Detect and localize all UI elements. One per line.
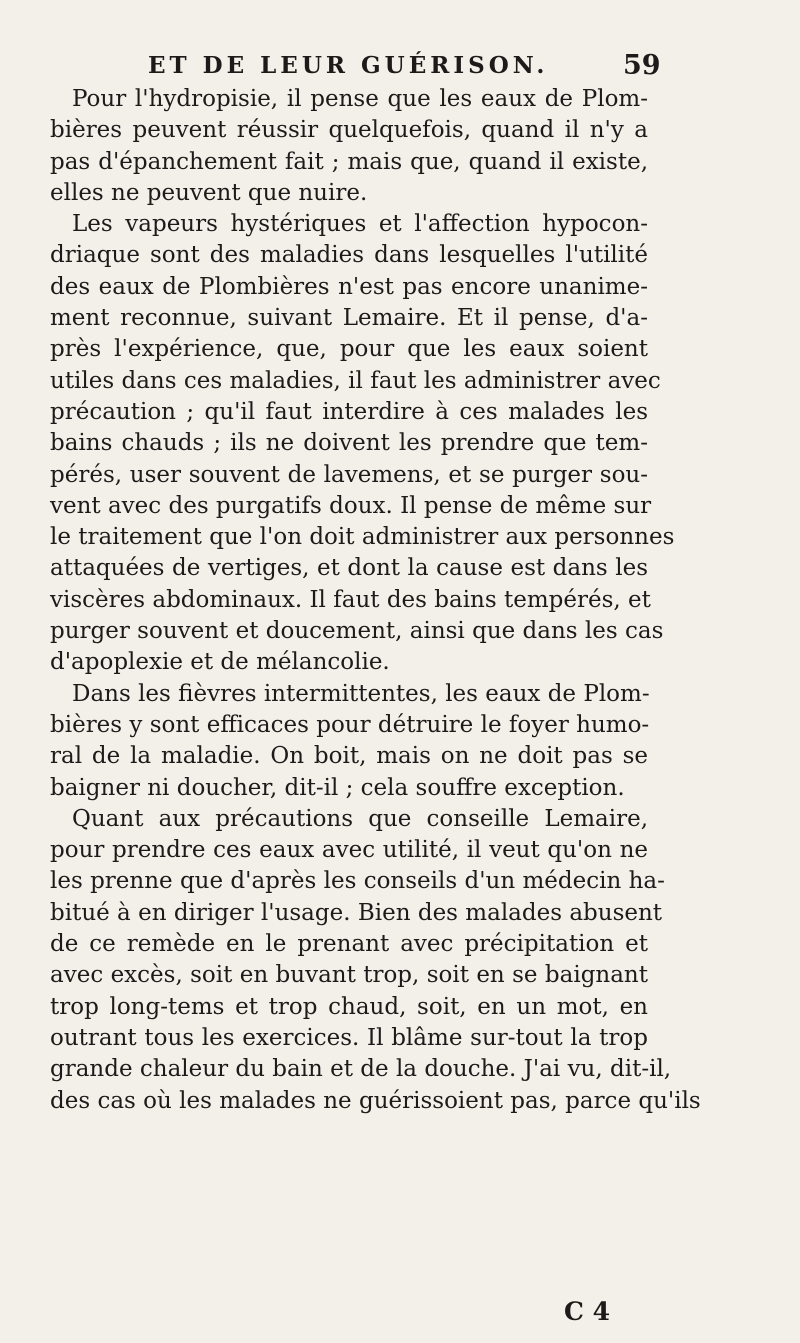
text-line: driaque sont des maladies dans lesquelles l'utilité bbox=[50, 242, 648, 269]
text-line: bains chauds ; ils ne doivent les prendre que tem- bbox=[50, 430, 648, 457]
text-line: près l'expérience, que, pour que les eaux soient bbox=[50, 336, 648, 363]
text-line: Quant aux précautions que conseille Lemaire, bbox=[72, 805, 648, 832]
text-line: bières y sont efficaces pour détruire le foyer humo- bbox=[50, 711, 650, 738]
text-line: attaquées de vertiges, et dont la cause est dans les bbox=[50, 555, 648, 582]
text-line: grande chaleur du bain et de la douche. J'ai vu, dit-il, bbox=[50, 1056, 672, 1083]
text-line: ment reconnue, suivant Lemaire. Et il pense, d'a- bbox=[50, 305, 648, 332]
text-line: elles ne peuvent que nuire. bbox=[50, 179, 368, 206]
text-line: avec excès, soit en buvant trop, soit en se baignant bbox=[50, 962, 648, 989]
text-line: de ce remède en le prenant avec précipitation et bbox=[50, 931, 648, 958]
text-line: Les vapeurs hystériques et l'affection hypocon- bbox=[72, 211, 648, 238]
signature-mark: C 4 bbox=[564, 1297, 610, 1326]
text-line: purger souvent et doucement, ainsi que dans les cas bbox=[50, 618, 664, 645]
text-line: Dans les fièvres intermittentes, les eaux de Plom- bbox=[72, 680, 650, 707]
text-line: viscères abdominaux. Il faut des bains tempérés, et bbox=[50, 586, 651, 613]
text-line: les prenne que d'après les conseils d'un médecin ha- bbox=[50, 868, 665, 895]
text-line: pour prendre ces eaux avec utilité, il veut qu'on ne bbox=[50, 837, 648, 864]
text-line: trop long-tems et trop chaud, soit, en un mot, en bbox=[50, 993, 648, 1020]
text-line: Pour l'hydropisie, il pense que les eaux de Plom- bbox=[72, 86, 648, 112]
text-line: le traitement que l'on doit administrer aux personnes bbox=[50, 524, 675, 551]
text-line: bières peuvent réussir quelquefois, quand il n'y a bbox=[50, 117, 648, 144]
text-line: précaution ; qu'il faut interdire à ces malades les bbox=[50, 398, 648, 425]
text-line: des eaux de Plombières n'est pas encore unanime- bbox=[50, 273, 648, 300]
text-line: ral de la maladie. On boit, mais on ne doit pas se bbox=[50, 743, 648, 770]
text-line: des cas où les malades ne guérissoient pas, parce qu'ils bbox=[50, 1087, 701, 1114]
page-header bbox=[0, 52, 800, 88]
body-text bbox=[50, 84, 701, 1117]
text-line: baigner ni doucher, dit-il ; cela souffre exception. bbox=[50, 774, 625, 801]
text-line: pas d'épanchement fait ; mais que, quand il existe, bbox=[50, 148, 648, 175]
text-line: vent avec des purgatifs doux. Il pense de même sur bbox=[50, 492, 652, 519]
text-line: bitué à en diriger l'usage. Bien des malades abusent bbox=[50, 899, 663, 926]
text-line: d'apoplexie et de mélancolie. bbox=[50, 649, 390, 676]
text-line: pérés, user souvent de lavemens, et se purger sou- bbox=[50, 461, 648, 488]
running-title: ET DE LEUR GUÉRISON. bbox=[148, 52, 549, 79]
text-line: outrant tous les exercices. Il blâme sur-tout la trop bbox=[50, 1024, 648, 1051]
text-line: utiles dans ces maladies, il faut les administrer avec bbox=[50, 367, 661, 394]
page-number: 59 bbox=[623, 50, 661, 81]
